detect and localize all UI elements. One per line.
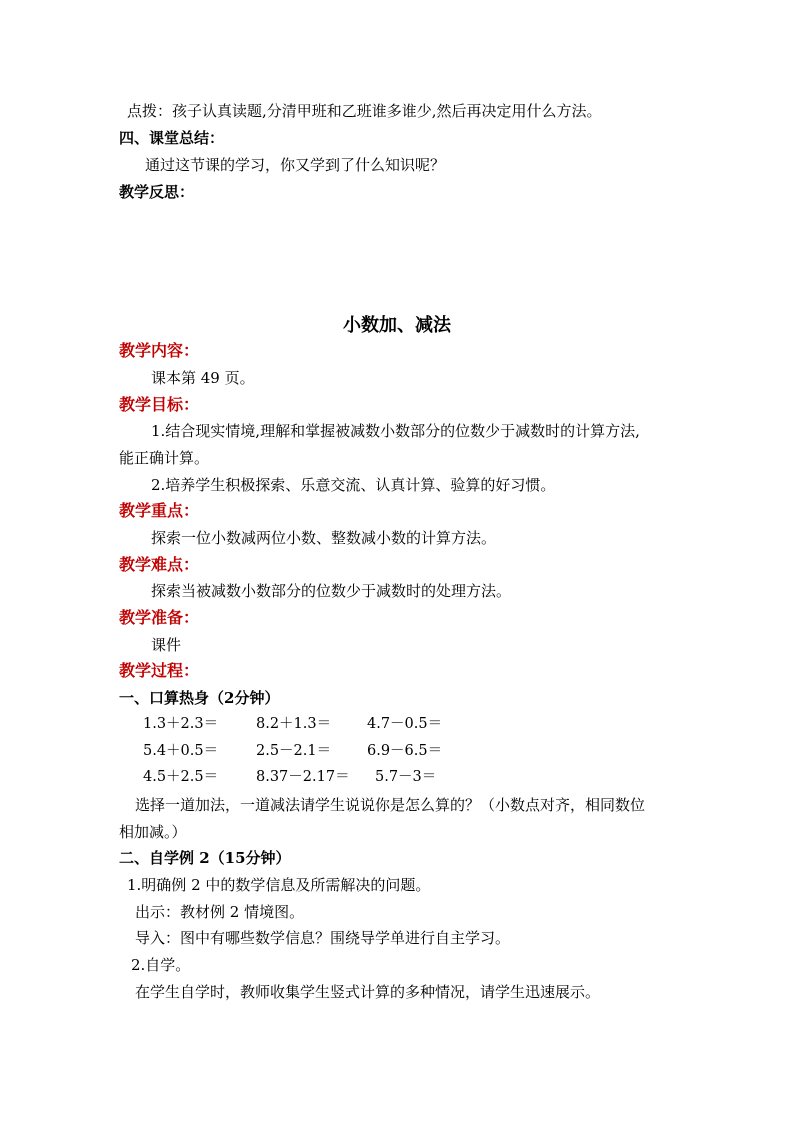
summary-text: 通过这节课的学习，你又学到了什么知识呢？ — [145, 156, 446, 174]
show-text: 出示：教材例 2 情境图。 — [135, 903, 305, 921]
goals-heading: 教学目标： — [119, 395, 200, 414]
goal-1-line-1: 1.结合现实情境,理解和掌握被减数小数部分的位数少于减数时的计算方法, — [151, 422, 640, 440]
exercise: 8.2＋1.3＝ — [256, 716, 332, 732]
step-2-text: 在学生自学时，教师收集学生竖式计算的多种情况，请学生迅速展示。 — [135, 983, 601, 1001]
intro-text: 导入：图中有哪些数学信息？围绕导学单进行自主学习。 — [135, 929, 511, 947]
lesson-title: 小数加、减法 — [343, 315, 451, 336]
prep-text: 课件 — [151, 636, 182, 654]
difficulty-heading: 教学难点： — [119, 555, 200, 574]
exercise: 8.37－2.17＝ — [256, 769, 350, 785]
exercise: 1.3＋2.3＝ — [143, 716, 219, 732]
summary-heading: 四、课堂总结： — [119, 129, 225, 147]
exercise: 2.5－2.1＝ — [256, 743, 332, 759]
hint-text: 点拨：孩子认真读题,分清甲班和乙班谁多谁少,然后再决定用什么方法。 — [127, 102, 602, 120]
goal-2: 2.培养学生积极探索、乐意交流、认真计算、验算的好习惯。 — [151, 476, 556, 494]
process-heading: 教学过程： — [119, 661, 200, 680]
exercise: 5.7－3＝ — [375, 769, 437, 785]
warmup-note-line-2: 相加减。） — [119, 823, 187, 841]
step-1: 1.明确例 2 中的数学信息及所需解决的问题。 — [127, 876, 431, 894]
exercise: 6.9－6.5＝ — [367, 743, 443, 759]
key-heading: 教学重点： — [119, 501, 200, 520]
prep-heading: 教学准备： — [119, 608, 200, 627]
content-heading: 教学内容： — [119, 341, 200, 360]
warmup-heading: 一、口算热身（2分钟） — [119, 689, 280, 707]
exercise: 4.7－0.5＝ — [367, 716, 443, 732]
goal-1-line-2: 能正确计算。 — [119, 449, 210, 467]
warmup-note-line-1: 选择一道加法，一道减法请学生说说你是怎么算的？（小数点对齐，相同数位 — [135, 796, 646, 814]
step-2: 2.自学。 — [131, 956, 191, 974]
content-text: 课本第 49 页。 — [151, 369, 255, 387]
exercise: 5.4＋0.5＝ — [143, 743, 219, 759]
exercise: 4.5＋2.5＝ — [143, 769, 219, 785]
difficulty-text: 探索当被减数小数部分的位数少于减数时的处理方法。 — [151, 582, 512, 600]
key-text: 探索一位小数减两位小数、整数减小数的计算方法。 — [151, 529, 497, 547]
self-study-heading: 二、自学例 2（15分钟） — [119, 849, 291, 867]
reflection-heading: 教学反思： — [119, 183, 195, 201]
